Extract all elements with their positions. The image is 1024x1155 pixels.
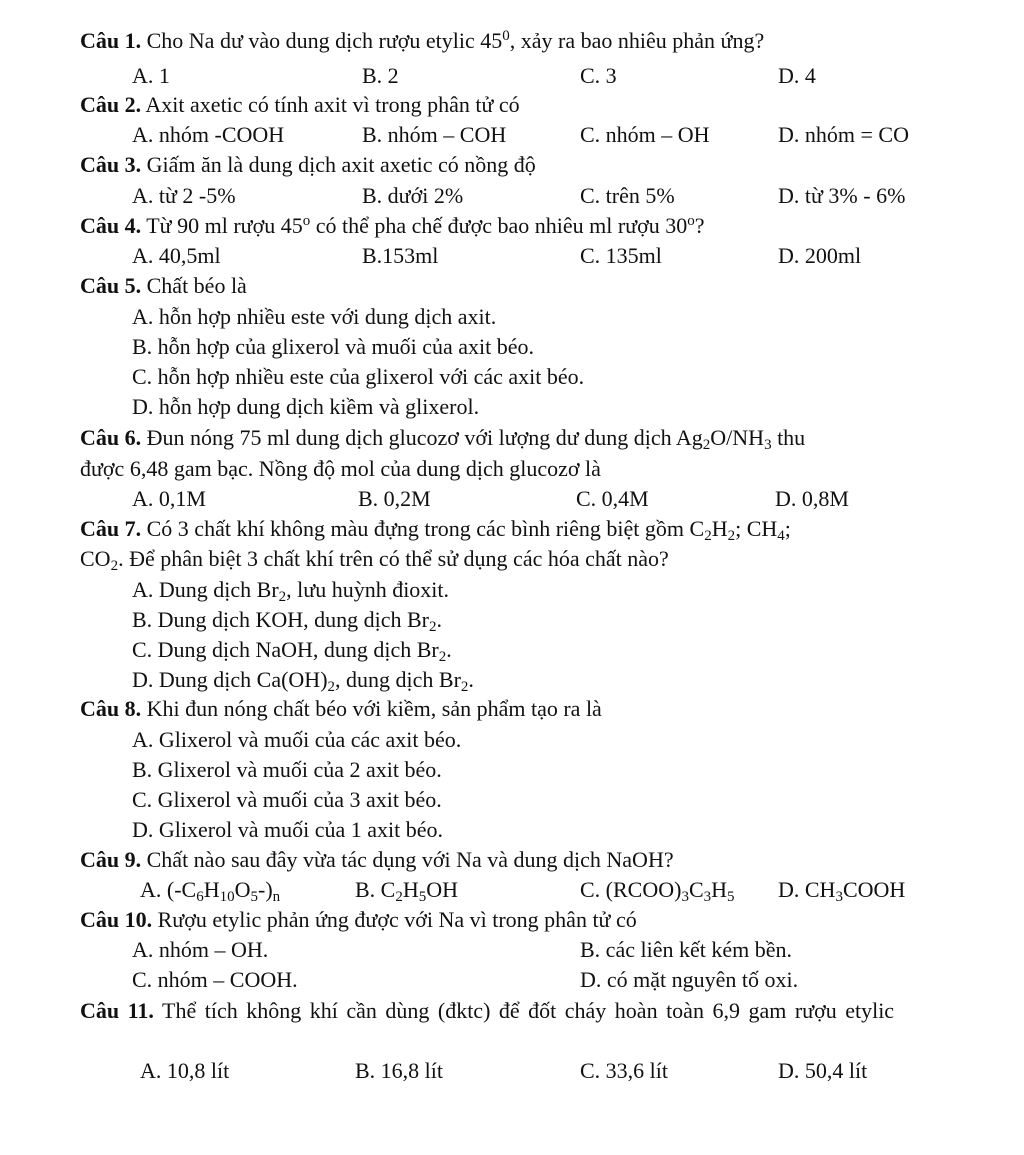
- option-a: [132, 577, 449, 603]
- question-label: Câu 8.: [80, 696, 142, 721]
- question-text: Thể tích không khí cần dùng (đktc) để đốt cháy hoàn toàn 6,9 gam rượu etylic: [162, 998, 895, 1023]
- option-text: -): [258, 877, 273, 902]
- option-b: B.153ml: [362, 243, 439, 268]
- subscript: 5: [727, 889, 735, 905]
- option-d: D. có mặt nguyên tố oxi.: [580, 967, 799, 992]
- option-a: A. 40,5ml: [132, 243, 221, 268]
- subscript: 5: [418, 889, 427, 905]
- question-text: Cho Na dư vào dung dịch rượu etylic 45: [146, 28, 503, 53]
- option-text: D. Dung dịch Ca(OH): [132, 667, 328, 692]
- option-text: C. Dung dịch NaOH, dung dịch Br: [132, 637, 439, 662]
- option-b: B. 16,8 lít: [355, 1058, 444, 1083]
- question-4: [80, 213, 705, 239]
- option-text: .: [468, 667, 474, 692]
- subscript: 4: [777, 528, 785, 544]
- option-text: H: [203, 877, 220, 902]
- subscript: 2: [278, 589, 287, 605]
- option-c: C. nhóm – COOH.: [132, 967, 298, 992]
- question-7: [80, 516, 791, 542]
- question-1: [80, 28, 764, 54]
- option-text: O: [234, 877, 251, 902]
- subscript: 2: [460, 679, 469, 695]
- option-text: COOH: [842, 877, 906, 902]
- subscript: 3: [703, 889, 712, 905]
- option-a: A. 0,1M: [132, 486, 206, 511]
- option-c: C. 33,6 lít: [580, 1058, 669, 1083]
- option-text: A. (-C: [140, 877, 197, 902]
- question-7-continuation: [80, 546, 669, 572]
- question-text: Giấm ăn là dung dịch axit axetic có nồng độ: [146, 152, 536, 177]
- option-b: B. các liên kết kém bền.: [580, 937, 792, 962]
- superscript: o: [687, 213, 695, 229]
- question-label: Câu 6.: [80, 425, 142, 450]
- option-c: C. 0,4M: [576, 486, 649, 511]
- option-b: B. hỗn hợp của glixerol và muối của axit béo.: [132, 334, 535, 359]
- option-text: C: [688, 877, 704, 902]
- question-text: CO: [80, 546, 111, 571]
- option-text: B. C: [355, 877, 396, 902]
- subscript: 3: [681, 889, 689, 905]
- question-8: [80, 696, 602, 722]
- question-text: Đun nóng 75 ml dung dịch glucozơ với lượng dư dung dịch Ag: [146, 425, 703, 450]
- question-label: Câu 9.: [80, 847, 142, 872]
- option-text: OH: [426, 877, 459, 902]
- subscript: 3: [764, 437, 772, 453]
- option-d: D. từ 3% - 6%: [778, 183, 906, 208]
- option-a: A. 1: [132, 63, 170, 88]
- subscript: 3: [835, 889, 843, 905]
- option-text: .: [446, 637, 452, 662]
- option-d: D. 0,8M: [775, 486, 849, 511]
- subscript: 2: [428, 619, 437, 635]
- option-b: B. nhóm – COH: [362, 122, 507, 147]
- option-text: , dung dịch Br: [335, 667, 461, 692]
- option-c: [580, 877, 735, 903]
- question-text: ;: [784, 516, 791, 541]
- option-text: H: [711, 877, 728, 902]
- question-text: Khi đun nóng chất béo với kiềm, sản phẩm tạo ra là: [146, 696, 602, 721]
- question-label: Câu 7.: [80, 516, 142, 541]
- question-10: [80, 907, 637, 933]
- question-2: [80, 92, 520, 118]
- question-6-continuation: được 6,48 gam bạc. Nồng độ mol của dung dịch glucozơ là: [80, 456, 601, 481]
- question-9: [80, 847, 674, 873]
- option-d: [778, 877, 905, 903]
- question-text: Chất béo là: [146, 273, 247, 298]
- question-text: thu: [771, 425, 806, 450]
- option-b: B. dưới 2%: [362, 183, 464, 208]
- option-a: A. 10,8 lít: [140, 1058, 230, 1083]
- option-d: D. nhóm = CO: [778, 122, 909, 147]
- question-text: Axit axetic có tính axit vì trong phân tử có: [145, 92, 520, 117]
- option-d: D. 4: [778, 63, 816, 88]
- option-a: A. Glixerol và muối của các axit béo.: [132, 727, 462, 752]
- option-c: C. trên 5%: [580, 183, 675, 208]
- subscript: 2: [438, 649, 447, 665]
- question-label: Câu 3.: [80, 152, 142, 177]
- question-label: Câu 11.: [80, 998, 154, 1023]
- question-label: Câu 4.: [80, 213, 142, 238]
- option-text: B. Dung dịch KOH, dung dịch Br: [132, 607, 429, 632]
- option-c: [132, 637, 452, 663]
- subscript: 2: [704, 528, 712, 544]
- subscript: 10: [219, 889, 235, 905]
- question-label: Câu 10.: [80, 907, 153, 932]
- option-a: [140, 877, 280, 903]
- option-a: A. nhóm – OH.: [132, 937, 269, 962]
- question-text: Từ 90 ml rượu 45: [146, 213, 303, 238]
- subscript: 2: [702, 437, 711, 453]
- option-a: A. hỗn hợp nhiều este với dung dịch axit.: [132, 304, 497, 329]
- option-c: C. hỗn hợp nhiều este của glixerol với các axit béo.: [132, 364, 585, 389]
- option-d: D. hỗn hợp dung dịch kiềm và glixerol.: [132, 394, 480, 419]
- option-c: C. nhóm – OH: [580, 122, 710, 147]
- option-text: A. Dung dịch Br: [132, 577, 279, 602]
- subscript: 2: [395, 889, 403, 905]
- question-label: Câu 1.: [80, 28, 142, 53]
- question-label: Câu 2.: [80, 92, 142, 117]
- option-text: , lưu huỳnh đioxit.: [286, 577, 450, 602]
- option-c: C. Glixerol và muối của 3 axit béo.: [132, 787, 442, 812]
- option-d: [132, 667, 474, 693]
- option-c: C. 135ml: [580, 243, 662, 268]
- superscript: o: [302, 213, 311, 229]
- subscript: 2: [110, 558, 119, 574]
- question-text: . Để phân biệt 3 chất khí trên có thể sử dụng các hóa chất nào?: [118, 546, 669, 571]
- question-text: Có 3 chất khí không màu đựng trong các bình riêng biệt gồm C: [146, 516, 705, 541]
- question-text: Rượu etylic phản ứng được với Na vì trong phân tử có: [157, 907, 637, 932]
- option-b: B. 0,2M: [358, 486, 431, 511]
- question-label: Câu 5.: [80, 273, 142, 298]
- question-6: [80, 425, 805, 451]
- option-text: H: [402, 877, 419, 902]
- subscript: 5: [250, 889, 258, 905]
- question-text: O/NH: [710, 425, 765, 450]
- option-b: B. 2: [362, 63, 399, 88]
- option-a: A. nhóm -COOH: [132, 122, 285, 147]
- subscript: 2: [327, 679, 336, 695]
- question-text: H: [711, 516, 728, 541]
- question-3: [80, 152, 536, 178]
- question-text: ; CH: [735, 516, 778, 541]
- superscript: 0: [502, 28, 510, 44]
- subscript: 2: [727, 528, 736, 544]
- option-b: [132, 607, 442, 633]
- option-text: .: [436, 607, 442, 632]
- option-c: C. 3: [580, 63, 617, 88]
- question-text-mid: có thể pha chế được bao nhiêu ml rượu 30: [310, 213, 688, 238]
- question-text-end: , xảy ra bao nhiêu phản ứng?: [509, 28, 765, 53]
- subscript: n: [272, 889, 281, 905]
- question-5: [80, 273, 247, 299]
- question-text-end: ?: [694, 213, 705, 238]
- option-d: D. Glixerol và muối của 1 axit béo.: [132, 817, 443, 842]
- question-11: [80, 996, 960, 1026]
- option-text: C. (RCOO): [580, 877, 682, 902]
- option-d: D. 50,4 lít: [778, 1058, 868, 1083]
- question-text: Chất nào sau đây vừa tác dụng với Na và dung dịch NaOH?: [146, 847, 674, 872]
- option-b: B. Glixerol và muối của 2 axit béo.: [132, 757, 442, 782]
- option-text: D. CH: [778, 877, 836, 902]
- subscript: 6: [196, 889, 204, 905]
- option-b: [355, 877, 458, 903]
- option-a: A. từ 2 -5%: [132, 183, 236, 208]
- option-d: D. 200ml: [778, 243, 862, 268]
